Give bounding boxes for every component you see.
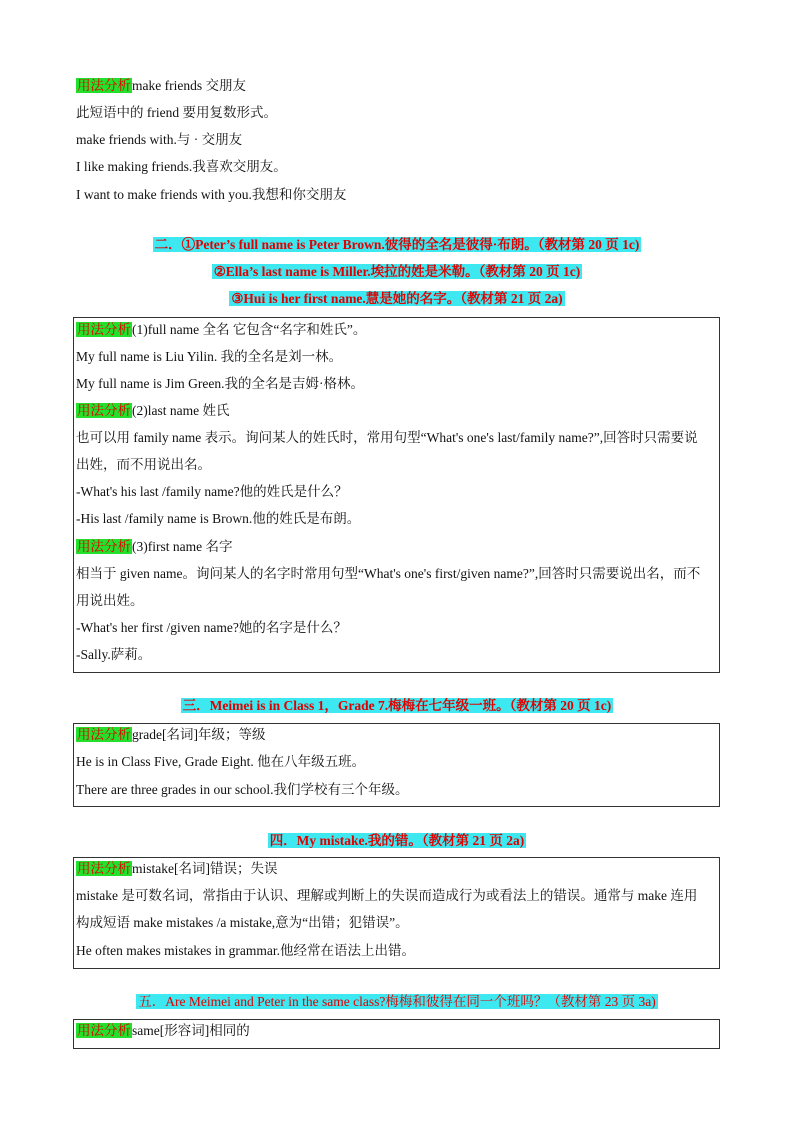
- s5-row-1: 用法分析same[形容词]相同的: [77, 1023, 250, 1038]
- s2-row-2: My full name is Liu Yilin. 我的全名是刘一林。: [76, 349, 343, 364]
- section-3-box: [73, 723, 720, 807]
- s3-row-2: He is in Class Five, Grade Eight. 他在八年级五班。: [76, 754, 366, 769]
- usage-analysis-tag: 用法分析: [77, 403, 131, 418]
- s4-row-1: 用法分析mistake[名词]错误；失误: [77, 861, 278, 876]
- usage-analysis-tag: 用法分析: [77, 322, 131, 337]
- s2-row-12: -What's her first /given name?她的名字是什么？: [76, 620, 347, 635]
- section-5-heading: 五．Are Meimei and Peter in the same class?梅梅和彼得在同一个班吗？（教材第 23 页 3a): [138, 994, 656, 1009]
- intro-line-2: 此短语中的 friend 要用复数形式。: [76, 105, 277, 120]
- s2-row-8: -His last /family name is Brown.他的姓氏是布朗。: [76, 511, 361, 526]
- section-5-box: [73, 1019, 720, 1049]
- s2-row-1: 用法分析(1)full name 全名 它包含“名字和姓氏”。: [77, 322, 367, 337]
- s4-row-4: He often makes mistakes in grammar.他经常在语法上出错。: [76, 943, 415, 958]
- s2-row-13: -Sally.萨莉。: [76, 647, 152, 662]
- s2-row-10: 相当于 given name。询问某人的名字时常用句型“What's one's first/given name?”,回答时只需要说出名，而不: [76, 566, 701, 581]
- s3-row-1: 用法分析grade[名词]年级；等级: [77, 727, 266, 742]
- usage-analysis-tag: 用法分析: [77, 1023, 131, 1038]
- usage-analysis-tag: 用法分析: [77, 78, 131, 93]
- section-3-heading: 三．Meimei is in Class 1，Grade 7.梅梅在七年级一班。（教材第 20 页 1c): [182, 698, 612, 713]
- s2-row-11: 用说出姓。: [76, 593, 144, 608]
- s2-row-4: 用法分析(2)last name 姓氏: [77, 403, 230, 418]
- section-2-box: [73, 317, 720, 673]
- s2-row-3: My full name is Jim Green.我的全名是吉姆·格林。: [76, 376, 364, 391]
- s4-row-2: mistake 是可数名词，常指由于认识、理解或判断上的失误而造成行为或看法上的错误。通常与 make 连用: [76, 888, 698, 903]
- section-4-box: [73, 857, 720, 969]
- section-2-heading-2: ②Ella’s last name is Miller.埃拉的姓是米勒。（教材第 20 页 1c): [213, 264, 581, 279]
- usage-analysis-tag: 用法分析: [77, 539, 131, 554]
- s2-row-7: -What's his last /family name?他的姓氏是什么？: [76, 484, 348, 499]
- intro-line-5: I want to make friends with you.我想和你交朋友: [76, 187, 347, 202]
- s2-row-5: 也可以用 family name 表示。询问某人的姓氏时，常用句型“What's one's last/family name?”,回答时只需要说: [76, 430, 698, 445]
- intro-line-1: 用法分析make friends 交朋友: [77, 78, 246, 93]
- s4-row-3: 构成短语 make mistakes /a mistake,意为“出错；犯错误”。: [76, 915, 409, 930]
- intro-line-3: make friends with.与 · 交朋友: [76, 132, 243, 147]
- section-2-heading-3: ③Hui is her first name.慧是她的名字。（教材第 21 页 2a): [231, 291, 563, 306]
- section-2-heading-1: 二．①Peter’s full name is Peter Brown.彼得的全名是彼得·布朗。（教材第 20 页 1c): [154, 237, 640, 252]
- usage-analysis-tag: 用法分析: [77, 861, 131, 876]
- section-4-heading: 四．My mistake.我的错。（教材第 21 页 2a): [269, 833, 525, 848]
- usage-analysis-tag: 用法分析: [77, 727, 131, 742]
- intro-line-4: I like making friends.我喜欢交朋友。: [76, 159, 287, 174]
- s2-row-6: 出姓，而不用说出名。: [76, 457, 211, 472]
- s2-row-9: 用法分析(3)first name 名字: [77, 539, 233, 554]
- s3-row-3: There are three grades in our school.我们学校有三个年级。: [76, 782, 409, 797]
